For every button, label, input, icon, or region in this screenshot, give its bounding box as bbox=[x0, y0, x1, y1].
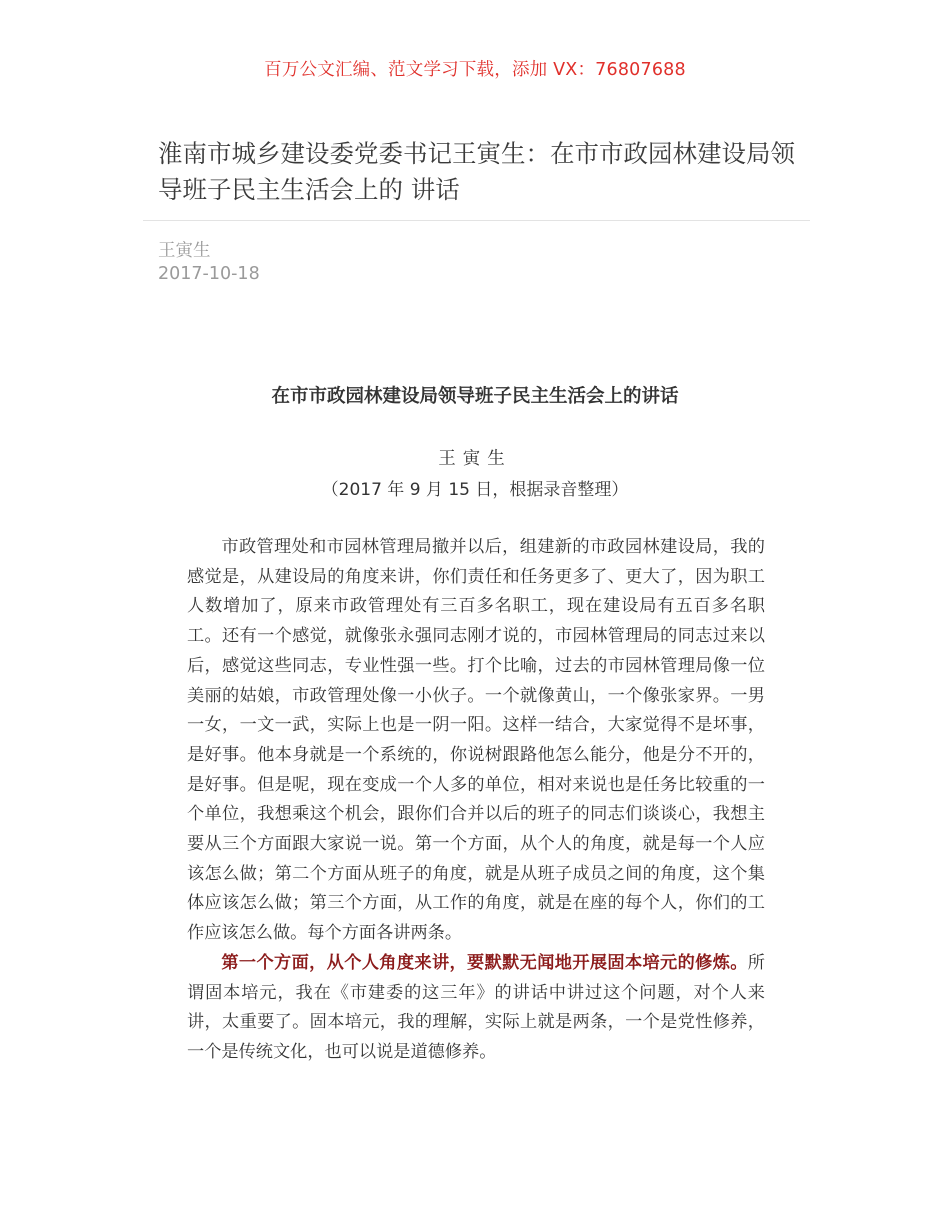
speech-note: （2017 年 9 月 15 日，根据录音整理） bbox=[321, 480, 629, 500]
header-divider bbox=[143, 220, 810, 221]
paragraph: 市政管理处和市园林管理局撤并以后，组建新的市政园林建设局，我的感觉是，从建设局的角度来讲，你们责任和任务更多了、更大了，因为职工人数增加了，原来市政管理处有三百多名职工，现在建设局有五百多名职工。还有一个感觉，就像张永强同志刚才说的，市园林管理局的同志过来以后，感觉这些同志，专业性强一些。打个比喻，过去的市园林管理局像一位美丽的姑娘，市政管理处像一小伙子。一个就像黄山，一个像张家界。一男一女，一文一武，实际上也是一阴一阳。这样一结合，大家觉得不是坏事，是好事。他本身就是一个系统的，你说树跟路他怎么能分，他是分不开的，是好事。但是呢，现在变成一个人多的单位，相对来说也是任务比较重的一个单位，我想乘这个机会，跟你们合并以后的班子的同志们谈谈心，我想主要从三个方面跟大家说一说。第一个方面，从个人的角度，就是每一个人应该怎么做；第二个方面从班子的角度，就是从班子成员之间的角度，这个集体应该怎么做；第三个方面，从工作的角度，就是在座的每个人，你们的工作应该怎么做。每个方面各讲两条。 bbox=[187, 537, 765, 944]
article-date: 2017-10-18 bbox=[158, 264, 260, 284]
article-author: 王寅生 bbox=[158, 241, 211, 261]
paragraph bbox=[187, 949, 765, 1068]
article-meta bbox=[158, 240, 260, 286]
speech-body bbox=[187, 533, 765, 1068]
emphasis-heading: 第一个方面，从个人角度来讲，要默默无闻地开展固本培元的修炼。 bbox=[221, 952, 748, 973]
speech-speaker: 王寅生 bbox=[438, 449, 512, 469]
paragraph-text: 所谓固本培元，我在《市建委的这三年》的讲话中讲过这个问题，对个人来讲，太重要了。固本培元，我的理解，实际上就是两条，一个是党性修养，一个是传统文化，也可以说是道德修养。 bbox=[187, 952, 765, 1062]
speech-title: 在市市政园林建设局领导班子民主生活会上的讲话 bbox=[271, 386, 679, 407]
article-title: 淮南市城乡建设委党委书记王寅生：在市市政园林建设局领导班子民主生活会上的 讲话 bbox=[158, 139, 795, 204]
promo-banner: 百万公文汇编、范文学习下载，添加 VX：76807688 bbox=[264, 60, 686, 80]
article-header bbox=[158, 136, 810, 208]
